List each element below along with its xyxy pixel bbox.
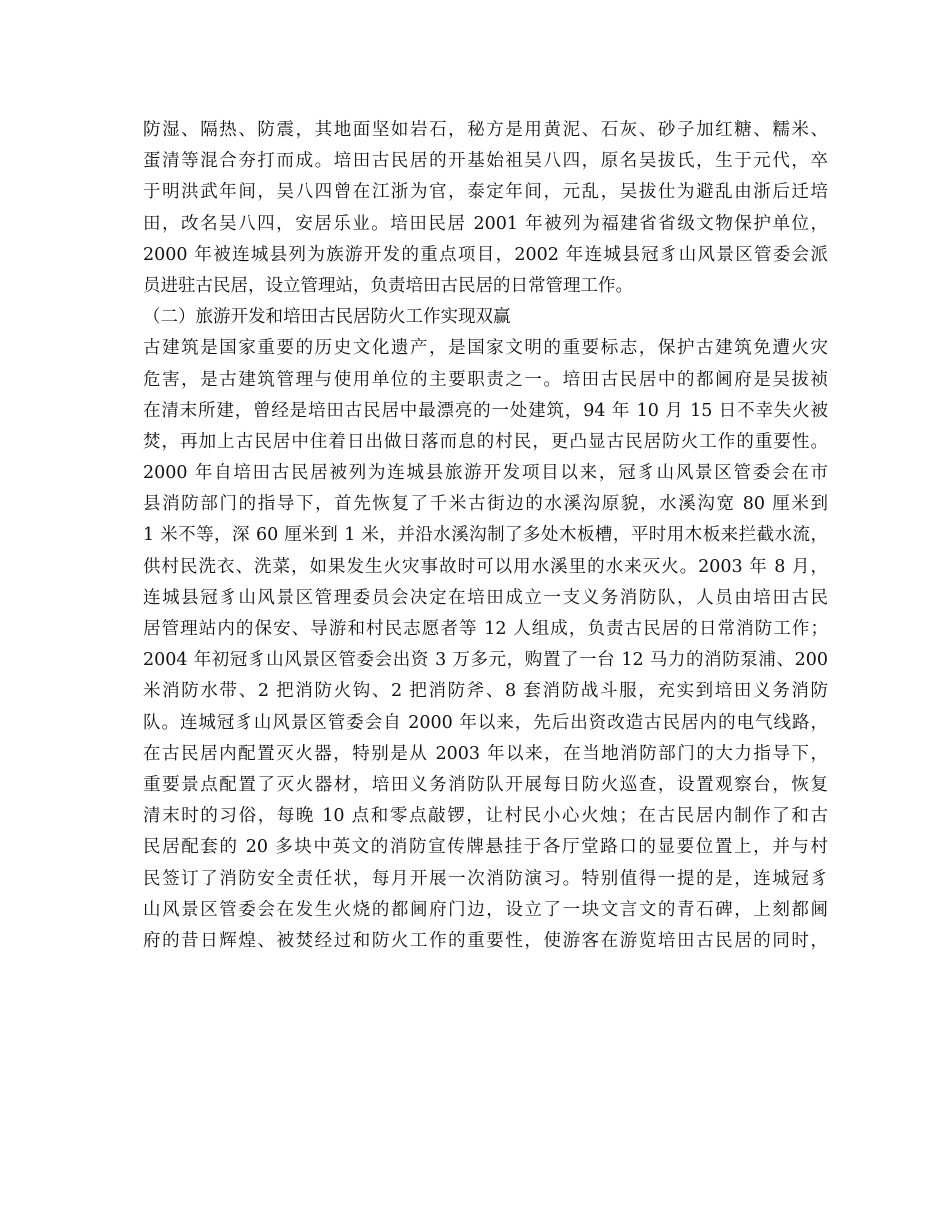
body-text	[143, 115, 828, 957]
text-line: 蛋清等混合夯打而成。培田古民居的开基始祖吴八四，原名吴拔氏，生于元代，卒	[143, 151, 828, 172]
text-line: 在清末所建，曾经是培田古民居中最漂亮的一处建筑，94 年 10 月 15 日不幸失火被	[143, 400, 828, 421]
text-line: 危害，是古建筑管理与使用单位的主要职责之一。培田古民居中的都阃府是吴拔祯	[143, 369, 828, 390]
text-line: 2000 年被连城县列为族游开发的重点项目，2002 年连城县冠豸山风景区管委会派	[143, 244, 828, 265]
text-line: 1 米不等，深 60 厘米到 1 米，并沿水溪沟制了多处木板槽，平时用木板来拦截水流，	[143, 525, 828, 546]
text-line: 米消防水带、2 把消防火钩、2 把消防斧、8 套消防战斗服，充实到培田义务消防	[143, 681, 828, 702]
text-line: 田，改名吴八四，安居乐业。培田民居 2001 年被列为福建省省级文物保护单位，	[143, 213, 828, 234]
text-line: 员进驻古民居，设立管理站，负责培田古民居的日常管理工作。	[143, 275, 633, 296]
text-line: 队。连城冠豸山风景区管委会自 2000 年以来，先后出资改造古民居内的电气线路，	[143, 712, 828, 733]
text-line: 县消防部门的指导下，首先恢复了千米古街边的水溪沟原貌，水溪沟宽 80 厘米到	[143, 494, 828, 515]
text-line: 在古民居内配置灭火器，特别是从 2003 年以来，在当地消防部门的大力指导下，	[143, 743, 828, 764]
text-line: 民签订了消防安全责任状，每月开展一次消防演习。特别值得一提的是，连城冠豸	[143, 868, 828, 889]
text-line: 府的昔日辉煌、被焚经过和防火工作的重要性，使游客在游览培田古民居的同时，	[143, 930, 828, 951]
section-heading: （二）旅游开发和培田古民居防火工作实现双赢	[143, 307, 511, 328]
text-line: 民居配套的 20 多块中英文的消防宣传牌悬挂于各厅堂路口的显要位置上，并与村	[143, 837, 828, 858]
text-line: 防湿、隔热、防震，其地面坚如岩石，秘方是用黄泥、石灰、砂子加红糖、糯米、	[143, 120, 828, 140]
text-line: 于明洪武年间，吴八四曾在江浙为官，泰定年间，元乱，吴拔仕为避乱由浙后迁培	[143, 182, 828, 203]
text-line: 重要景点配置了灭火器材，培田义务消防队开展每日防火巡查，设置观察台，恢复	[143, 774, 828, 795]
text-line: 山风景区管委会在发生火烧的都阃府门边，设立了一块文言文的青石碑，上刻都阃	[143, 899, 828, 920]
text-line: 供村民洗衣、洗菜，如果发生火灾事故时可以用水溪里的水来灭火。2003 年 8 月，	[143, 556, 828, 577]
text-line: 2000 年自培田古民居被列为连城县旅游开发项目以来，冠豸山风景区管委会在市	[143, 463, 828, 484]
text-line: 清末时的习俗，每晚 10 点和零点敲锣，让村民小心火烛；在古民居内制作了和古	[143, 806, 828, 827]
text-line: 焚，再加上古民居中住着日出做日落而息的村民，更凸显古民居防火工作的重要性。	[143, 431, 828, 452]
text-line: 连城县冠豸山风景区管理委员会决定在培田成立一支义务消防队，人员由培田古民	[143, 587, 828, 608]
text-line: 2004 年初冠豸山风景区管委会出资 3 万多元，购置了一台 12 马力的消防泵浦、200	[143, 650, 828, 671]
text-line: 古建筑是国家重要的历史文化遗产，是国家文明的重要标志，保护古建筑免遭火灾	[143, 338, 828, 359]
text-line: 居管理站内的保安、导游和村民志愿者等 12 人组成，负责古民居的日常消防工作；	[143, 619, 828, 639]
